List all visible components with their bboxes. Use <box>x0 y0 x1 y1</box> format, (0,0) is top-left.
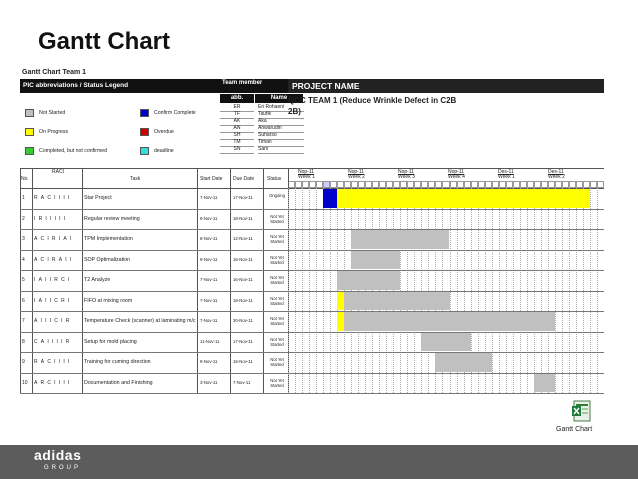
week-label: Week 4 <box>448 174 465 180</box>
week-label: Week 2 <box>348 174 365 180</box>
gantt-bar <box>337 189 590 208</box>
grid-vline <box>197 168 198 393</box>
header-due: Due Date <box>233 176 255 182</box>
task-no: 2 <box>22 215 25 222</box>
excel-file-icon[interactable] <box>571 400 593 422</box>
week-label: Week 3 <box>398 174 415 180</box>
day-cell <box>527 181 534 188</box>
day-cell <box>548 181 555 188</box>
task-due: 16-Nov-11 <box>233 277 253 283</box>
month-label: Nop-11 <box>298 169 315 175</box>
day-cell <box>450 181 457 188</box>
week-label: Week 2 <box>548 174 565 180</box>
legend-header: PIC abbreviations / Status Legend <box>23 82 129 89</box>
gantt-bar <box>337 271 400 290</box>
task-name: Setup for mold placing <box>84 338 137 345</box>
row-divider <box>20 250 604 251</box>
task-name: Temperature Check (scanner) at laminating m/c <box>84 318 196 325</box>
month-label: Nop-11 <box>448 169 465 175</box>
task-raci: IRIIIII <box>34 215 69 222</box>
team-abb: AN <box>220 125 254 133</box>
task-status: Not Yet Started <box>270 316 284 327</box>
row-divider <box>20 270 604 271</box>
task-status: Not Yet Started <box>270 377 284 388</box>
project-description-line1: QCC TEAM 1 (Reduce Wrinkle Defect in C2B <box>288 96 457 105</box>
day-cell <box>400 181 407 188</box>
header-task: Task <box>130 176 141 182</box>
legend-swatch <box>140 109 149 117</box>
slide-title: Gantt Chart <box>38 28 170 55</box>
task-no: 6 <box>22 297 25 304</box>
day-cell <box>386 181 393 188</box>
task-start: 9-Nov-11 <box>200 256 218 262</box>
day-cell <box>464 181 471 188</box>
sheet-title: Gantt Chart Team 1 <box>22 69 87 76</box>
legend-swatch <box>25 147 34 155</box>
task-status: Not Yet Started <box>270 213 284 224</box>
task-status: Not Yet Started <box>270 234 284 245</box>
day-cell <box>541 181 548 188</box>
team-abb: SH <box>220 132 254 140</box>
task-status: Not Yet Started <box>270 275 284 286</box>
task-raci: ACIRAII <box>34 256 75 263</box>
gantt-bar <box>421 333 470 352</box>
day-cell <box>309 181 316 188</box>
day-cell <box>485 181 492 188</box>
legend-label: Completed, but not confirmed <box>39 148 108 154</box>
day-cell <box>351 181 358 188</box>
row-divider <box>20 373 604 374</box>
task-status: Not Yet Started <box>270 295 284 306</box>
task-name: T2 Analyze <box>84 277 111 284</box>
day-cell <box>393 181 400 188</box>
gantt-bar <box>323 189 337 208</box>
day-cell <box>534 181 541 188</box>
task-due: 7-Nov-11 <box>233 379 251 385</box>
day-cell <box>499 181 506 188</box>
team-abb: ER <box>220 104 254 112</box>
month-label: Des-11 <box>498 169 514 175</box>
day-cell <box>302 181 309 188</box>
team-abb: SN <box>220 146 254 154</box>
day-cell <box>513 181 520 188</box>
day-cell <box>428 181 435 188</box>
day-cell <box>576 181 583 188</box>
task-name: FIFO at mixing room <box>84 297 133 304</box>
gantt-sheet <box>20 68 604 396</box>
gantt-bar <box>351 230 449 249</box>
day-cell <box>330 181 337 188</box>
day-cell <box>435 181 442 188</box>
task-status: Not Yet Started <box>270 254 284 265</box>
month-label: Nop-11 <box>398 169 415 175</box>
project-description <box>288 95 520 117</box>
task-status: Ongoing <box>269 193 285 199</box>
grid-vline <box>82 168 83 393</box>
legend-swatch <box>25 128 34 136</box>
month-label: Nop-11 <box>348 169 365 175</box>
task-no: 9 <box>22 359 25 366</box>
team-name: Anwarudin <box>258 125 304 133</box>
header-no: No. <box>21 176 29 182</box>
gantt-bar <box>344 312 555 331</box>
task-name: SOP Optimalization <box>84 256 131 263</box>
legend-label: Confirm Complete <box>154 110 196 116</box>
task-status: Not Yet Started <box>270 336 284 347</box>
legend-swatch <box>25 109 34 117</box>
task-start: 9-Nov-11 <box>200 215 218 221</box>
day-cell <box>365 181 372 188</box>
day-cell <box>555 181 562 188</box>
task-due: 16-Nov-11 <box>233 256 253 262</box>
row-divider <box>20 332 604 333</box>
day-cell <box>372 181 379 188</box>
day-cell <box>337 181 344 188</box>
task-no: 10 <box>22 379 28 386</box>
task-due: 17-Nov-11 <box>233 338 253 344</box>
week-label: Week 1 <box>298 174 315 180</box>
task-no: 7 <box>22 318 25 325</box>
day-cell <box>590 181 597 188</box>
team-abb: AK <box>220 118 254 126</box>
task-raci: IAIICRI <box>34 297 73 304</box>
row-divider <box>20 291 604 292</box>
task-no: 5 <box>22 277 25 284</box>
week-label: Week 1 <box>498 174 515 180</box>
project-name-header: PROJECT NAME <box>288 79 604 93</box>
abb-header: abb. <box>220 94 254 103</box>
task-due: 17-Nov-11 <box>233 195 253 201</box>
day-cell <box>358 181 365 188</box>
row-divider <box>20 209 604 210</box>
day-cell <box>344 181 351 188</box>
task-raci: CAIIIIR <box>34 338 73 345</box>
task-start: 8-Nov-11 <box>200 236 218 242</box>
brand-group: GROUP <box>44 465 82 471</box>
day-cell <box>379 181 386 188</box>
brand-logo: adidas <box>34 447 82 463</box>
day-cell <box>421 181 428 188</box>
grid-vline <box>230 168 231 393</box>
day-cell <box>442 181 449 188</box>
task-start: 7-Nov-11 <box>200 297 218 303</box>
footer-bar <box>0 445 638 479</box>
day-cell <box>506 181 513 188</box>
header-status: Status <box>267 176 282 182</box>
task-raci: ACIRIAI <box>34 236 75 243</box>
task-start: 7-Nov-11 <box>200 277 218 283</box>
row-divider <box>20 229 604 230</box>
day-cell <box>295 181 302 188</box>
legend-label: Overdue <box>154 129 174 135</box>
gantt-bar <box>344 292 449 311</box>
task-due: 15-Nov-11 <box>233 359 253 365</box>
task-due: 18-Nov-11 <box>233 215 253 221</box>
task-start: 11-Nov-11 <box>200 338 220 344</box>
file-label[interactable]: Gantt Chart <box>556 426 593 433</box>
legend-label: Not Started <box>39 110 66 116</box>
team-name: Aka <box>258 118 304 126</box>
day-cell <box>457 181 464 188</box>
team-name: Sani <box>258 146 304 154</box>
day-cell <box>597 181 604 188</box>
grid-vline <box>20 168 21 393</box>
team-name: Timan <box>258 139 304 147</box>
row-divider <box>20 352 604 353</box>
day-cell <box>471 181 478 188</box>
header-raci: RACI <box>52 169 64 175</box>
day-cell <box>562 181 569 188</box>
row-divider <box>20 393 604 394</box>
team-name: Suharso <box>258 132 304 140</box>
day-cell <box>478 181 485 188</box>
task-start: 7-Nov-11 <box>200 195 218 201</box>
legend-label: On Progress <box>39 129 69 135</box>
task-no: 1 <box>22 195 25 202</box>
task-start: 9-Nov-11 <box>200 359 218 365</box>
team-abb: TM <box>220 139 254 147</box>
task-due: 30-Nov-11 <box>233 318 253 324</box>
day-cell <box>414 181 421 188</box>
gantt-bar <box>337 292 344 311</box>
task-raci: RACIIII <box>34 195 73 202</box>
task-name: Star Project <box>84 195 112 202</box>
task-name: Documentation and Finishing <box>84 379 153 386</box>
day-cell <box>583 181 590 188</box>
task-name: TPM Implementation <box>84 236 133 243</box>
gantt-bar <box>435 353 491 372</box>
grid-hline <box>20 168 604 169</box>
task-raci: ARCIIII <box>34 379 73 386</box>
day-cell <box>407 181 414 188</box>
day-cell <box>316 181 323 188</box>
task-due: 12-Nov-11 <box>233 236 253 242</box>
project-description-line2: 2B) <box>288 107 301 116</box>
task-status: Not Yet Started <box>270 357 284 368</box>
task-no: 3 <box>22 236 25 243</box>
legend-swatch <box>140 147 149 155</box>
gantt-bar <box>337 312 344 331</box>
grid-vline <box>32 168 33 393</box>
day-cell <box>492 181 499 188</box>
task-raci: AIIICIR <box>34 318 73 325</box>
team-name: Eri Rohaeni <box>258 104 304 112</box>
task-raci: RACIIII <box>34 359 73 366</box>
gantt-bar <box>351 251 400 270</box>
task-start: 3-Nov-11 <box>200 379 218 385</box>
task-no: 4 <box>22 256 25 263</box>
team-name: Taufik <box>258 111 304 119</box>
month-label: Des-11 <box>548 169 564 175</box>
task-raci: IAIIRCI <box>34 277 73 284</box>
task-start: 7-Nov-11 <box>200 318 218 324</box>
legend-label: deadline <box>154 148 174 154</box>
day-cell <box>520 181 527 188</box>
task-due: 18-Nov-11 <box>233 297 253 303</box>
day-cell <box>323 181 330 188</box>
task-name: Training for cuming direction <box>84 359 151 366</box>
team-abb: TF <box>220 111 254 119</box>
grid-vline <box>263 168 264 393</box>
day-cell <box>569 181 576 188</box>
day-cell <box>288 181 295 188</box>
task-no: 8 <box>22 338 25 345</box>
name-header: Name <box>255 94 303 103</box>
header-start: Start Date <box>200 176 223 182</box>
gantt-bar <box>534 374 555 393</box>
team-member-header: Team member <box>222 80 263 86</box>
task-name: Regular review meeting <box>84 215 140 222</box>
legend-swatch <box>140 128 149 136</box>
